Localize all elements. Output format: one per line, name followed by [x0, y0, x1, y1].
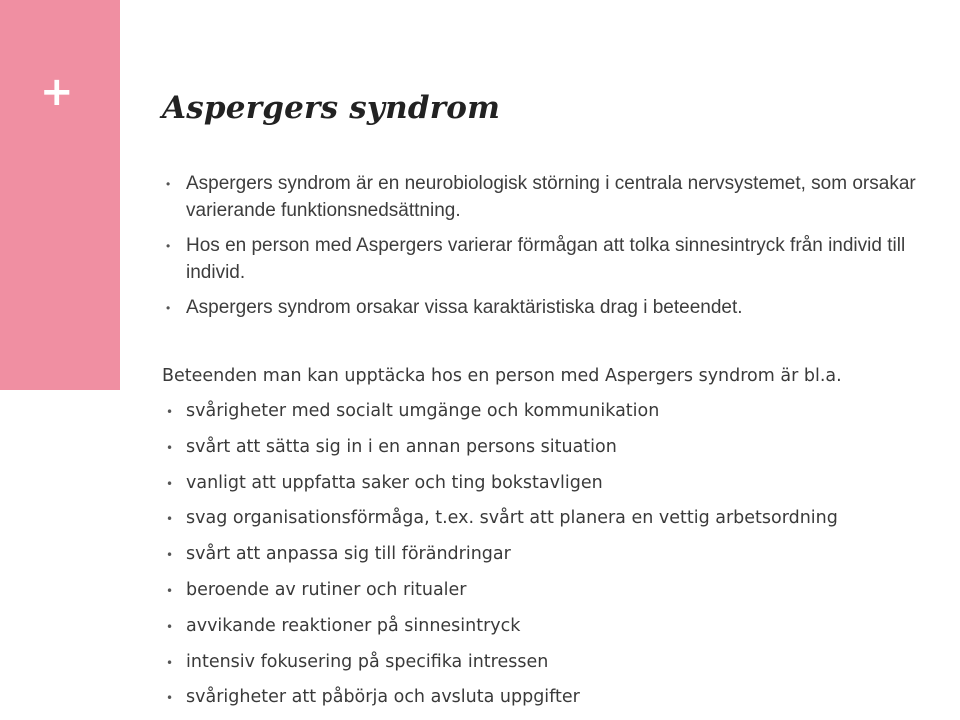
list-item [166, 294, 960, 321]
list-item-text: intensiv fokusering på specifika intressen [186, 651, 549, 672]
bullet-icon: • [166, 405, 174, 419]
list-item-text: svårt att sätta sig in i en annan persons situation [186, 436, 617, 457]
bullet-icon: • [166, 512, 174, 527]
bullet-icon: • [166, 301, 171, 315]
behaviors-bullet-list [166, 398, 946, 720]
list-item-text: svårigheter att påbörja och avsluta uppgifter [186, 687, 580, 708]
behaviors-heading: Beteenden man kan upptäcka hos en person med Aspergers syndrom är bl.a. [162, 366, 842, 386]
list-item [166, 613, 946, 649]
plus-icon: + [40, 69, 74, 115]
intro-bullet-list [166, 170, 960, 329]
list-item-text: beroende av rutiner och ritualer [186, 579, 467, 600]
list-item-text: svag organisationsförmåga, t.ex. svårt att planera en vettig arbetsordning [186, 508, 838, 529]
bullet-icon: • [166, 548, 174, 563]
bullet-icon: • [166, 440, 174, 455]
bullet-icon: • [166, 655, 174, 670]
list-item [166, 170, 960, 224]
bullet-icon: • [166, 691, 174, 706]
list-item [166, 684, 946, 720]
list-item [166, 541, 946, 577]
list-item-text: avvikande reaktioner på sinnesintryck [186, 615, 521, 636]
list-item [166, 577, 946, 613]
accent-bar [0, 0, 120, 390]
list-item-text: Aspergers syndrom orsakar vissa karaktäristiska drag i beteendet. [186, 297, 743, 318]
bullet-icon: • [166, 619, 174, 634]
list-item [166, 232, 960, 286]
list-item-text: Aspergers syndrom är en neurobiologisk störning i centrala nervsystemet, som orsakar varierande funktionsnedsättning. [186, 173, 916, 221]
list-item [166, 398, 946, 434]
list-item [166, 434, 946, 470]
bullet-icon: • [166, 583, 174, 598]
bullet-icon: • [166, 239, 171, 253]
list-item-text: svårigheter med socialt umgänge och kommunikation [186, 401, 660, 421]
slide-title: Aspergers syndrom [162, 90, 501, 126]
list-item-text: vanligt att uppfatta saker och ting bokstavligen [186, 472, 603, 493]
list-item [166, 505, 946, 541]
list-item [166, 649, 946, 685]
list-item [166, 470, 946, 506]
list-item-text: svårt att anpassa sig till förändringar [186, 544, 511, 565]
bullet-icon: • [166, 177, 171, 191]
list-item-text: Hos en person med Aspergers varierar förmågan att tolka sinnesintryck från individ till individ. [186, 235, 906, 283]
bullet-icon: • [166, 476, 174, 491]
